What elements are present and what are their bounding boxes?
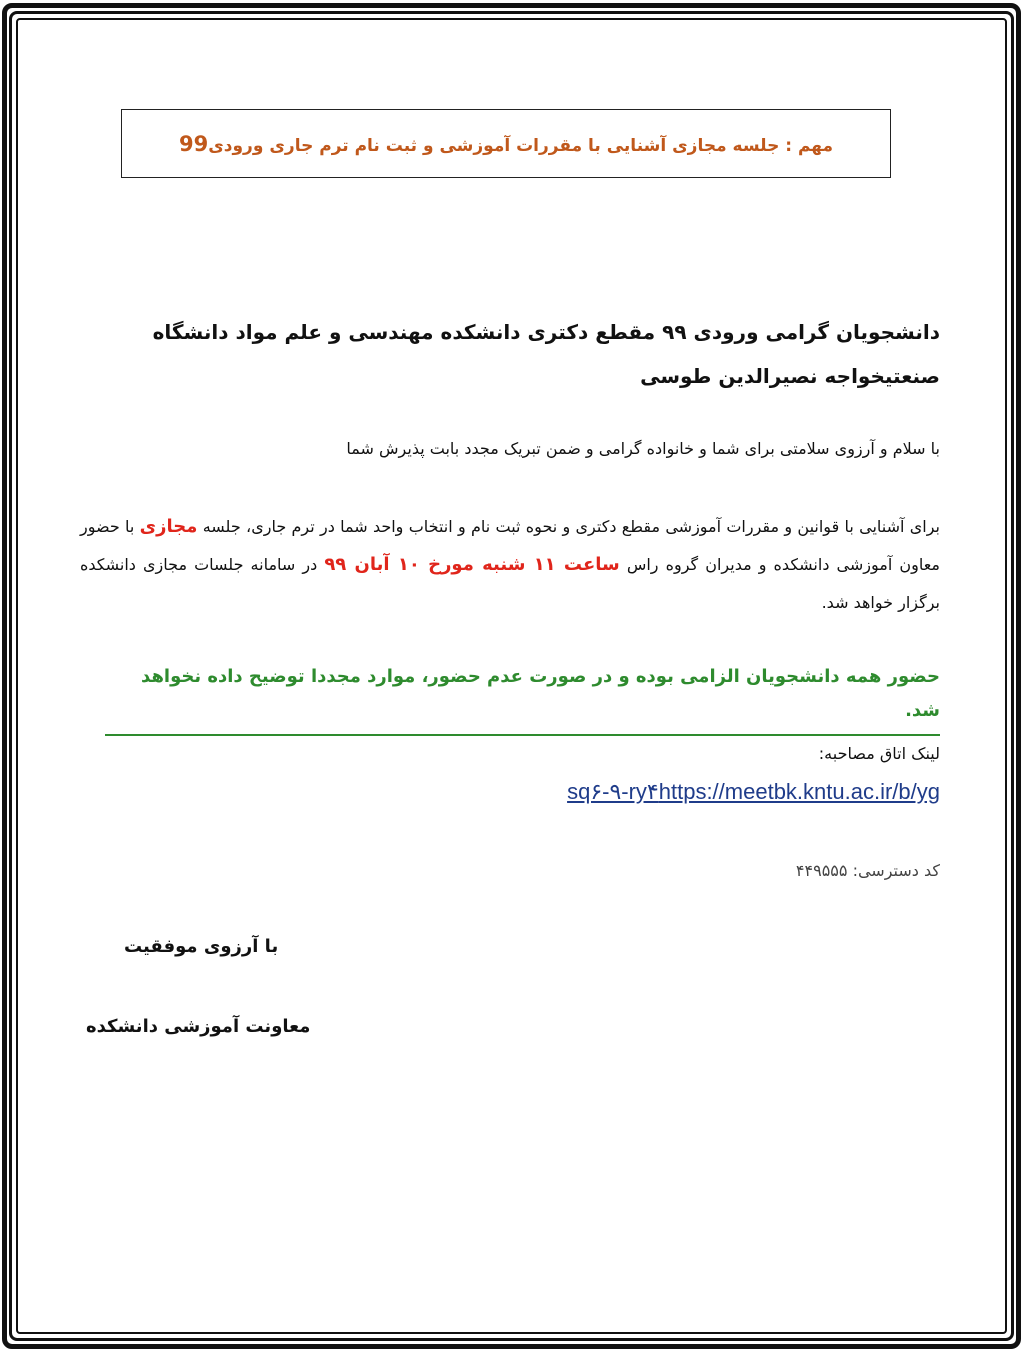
signature-name: معاونت آموزشی دانشکده <box>86 1016 311 1037</box>
title-box <box>121 109 891 178</box>
access-code-line <box>80 855 940 887</box>
meeting-announcement <box>80 508 940 622</box>
link-url: https://meetbk.kntu.ac.ir/b/yg <box>658 779 940 804</box>
interview-room-link-label: لینک اتاق مصاحبه: <box>818 744 940 763</box>
greeting-heading: دانشجویان گرامی ورودی ۹۹ مقطع دکتری دانشکده مهندسی و علم مواد دانشگاه صنعتیخواجه نصیرالدین طوسی <box>152 320 940 388</box>
announcement-part-1: برای آشنایی با قوانین و مقررات آموزشی مقطع دکتری و نحوه ثبت نام و انتخاب واحد شما در ترم جاری، جلسه <box>197 517 941 536</box>
page-title-number: 99 <box>178 131 209 156</box>
announcement-part-3: در سامانه جلسات مجازی دانشکده برگزار خواهد شد. <box>80 555 940 612</box>
closing-wish: با آرزوی موفقیت <box>124 936 279 957</box>
virtual-highlight: مجازی <box>139 516 198 537</box>
link-suffix: sq۶-۹-ry۴ <box>567 779 659 804</box>
page-title <box>179 132 833 156</box>
announcement-part-2: با حضور معاون آموزشی دانشکده و مدیران گروه راس <box>80 517 940 574</box>
attendance-notice: حضور همه دانشجویان الزامی بوده و در صورت عدم حضور، موارد مجددا توضیح داده نخواهد شد. <box>105 660 940 736</box>
page-title-text: مهم : جلسه مجازی آشنایی با مقررات آموزشی و ثبت نام ترم جاری ورودی <box>208 135 834 156</box>
interview-room-link[interactable] <box>480 775 940 809</box>
meeting-time-highlight: ساعت ۱۱ شنبه مورخ ۱۰ آبان ۹۹ <box>324 554 620 575</box>
salutation-text: با سلام و آرزوی سلامتی برای شما و خانواده گرامی و ضمن تبریک مجدد بابت پذیرش شما <box>346 439 940 458</box>
access-code-value: ۴۴۹۵۵۵ <box>795 861 848 880</box>
access-code-label: کد دسترسی: <box>852 861 940 880</box>
